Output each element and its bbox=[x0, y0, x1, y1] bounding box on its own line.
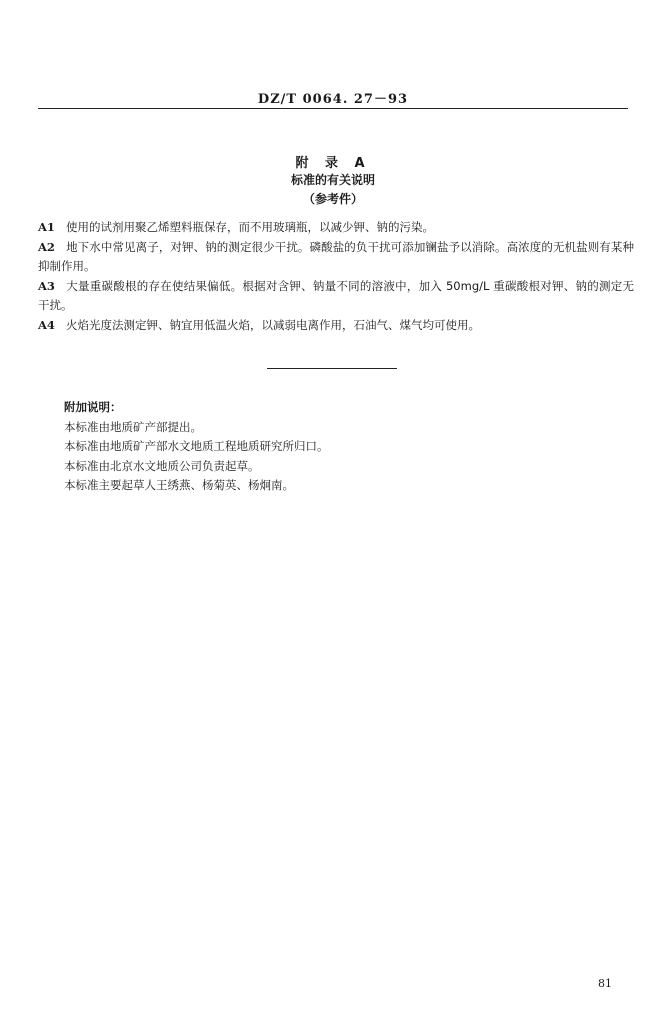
clause-a2 bbox=[38, 238, 634, 277]
additional-note-line: 本标准由地质矿产部水文地质工程地质研究所归口。 bbox=[64, 439, 329, 453]
clause-number: A3 bbox=[38, 278, 55, 293]
clause-number: A2 bbox=[38, 239, 55, 254]
clause-text: 大量重碳酸根的存在使结果偏低。根据对含钾、钠量不同的溶液中，加入 50mg/L 重碳酸根对钾、钠的测定无干扰。 bbox=[38, 278, 634, 312]
appendix-subtitle: 标准的有关说明 bbox=[290, 173, 375, 187]
clause-a4 bbox=[38, 316, 634, 336]
clause-text: 火焰光度法测定钾、钠宜用低温火焰，以减弱电离作用，石油气、煤气均可使用。 bbox=[66, 317, 480, 332]
appendix-title: 附 录 A bbox=[295, 156, 371, 171]
clause-text: 使用的试剂用聚乙烯塑料瓶保存，而不用玻璃瓶，以减少钾、钠的污染。 bbox=[66, 220, 434, 234]
clause-text: 地下水中常见离子，对钾、钠的测定很少干扰。磷酸盐的负干扰可添加镧盐予以消除。高浓度的无机盐则有某种抑制作用。 bbox=[38, 239, 634, 273]
clause-list bbox=[38, 218, 634, 335]
clause-number: A1 bbox=[38, 220, 55, 234]
appendix-note: （参考件） bbox=[302, 192, 363, 206]
additional-note-line: 本标准主要起草人王绣燕、杨菊英、杨炯南。 bbox=[64, 478, 294, 492]
clause-a3 bbox=[38, 277, 634, 316]
additional-note-line: 本标准由地质矿产部提出。 bbox=[64, 419, 202, 434]
section-divider bbox=[267, 368, 397, 369]
page-number: 81 bbox=[598, 977, 612, 990]
header-rule bbox=[38, 108, 628, 109]
additional-note-line: 本标准由北京水文地质公司负责起草。 bbox=[64, 458, 260, 473]
additional-notes-title: 附加说明： bbox=[64, 400, 122, 414]
additional-notes bbox=[64, 398, 624, 496]
clause-a1 bbox=[38, 218, 634, 238]
document-code: DZ/T 0064. 27－93 bbox=[257, 92, 409, 107]
clause-number: A4 bbox=[38, 317, 55, 332]
